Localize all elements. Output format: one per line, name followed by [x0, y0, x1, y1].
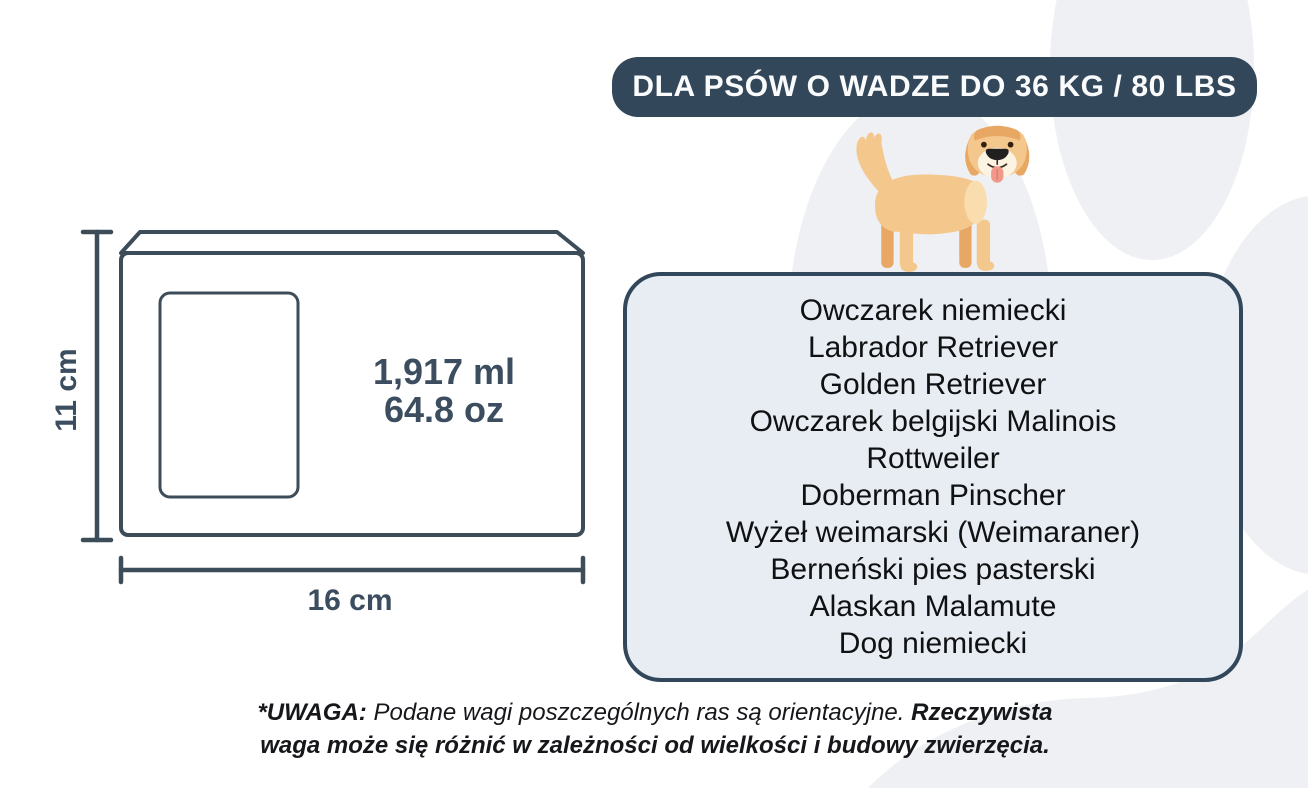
footnote-bold-text: Rzeczywista [911, 699, 1053, 726]
dog-illustration [846, 118, 1052, 274]
height-label: 11 cm [50, 348, 83, 432]
breed-list-item: Doberman Pinscher [800, 479, 1066, 512]
dog-paw [978, 261, 994, 271]
breed-list-item: Labrador Retriever [807, 331, 1059, 364]
breed-list-item: Owczarek belgijski Malinois [749, 405, 1117, 438]
width-dimension-line [121, 558, 583, 582]
footnote-bold-text-line2: waga może się różnić w zależności od wielkości i budowy zwierzęcia. [260, 732, 1050, 759]
breed-list-item: Wyżeł weimarski (Weimaraner) [725, 516, 1141, 549]
breed-list-item: Owczarek niemiecki [799, 294, 1067, 327]
weight-class-banner [612, 57, 1257, 117]
height-dimension-line [83, 232, 111, 540]
dog-eye [981, 142, 987, 148]
breed-list-item: Rottweiler [866, 442, 1000, 475]
dog-leg [900, 222, 913, 269]
box-top-face [121, 232, 583, 253]
dog-leg [977, 220, 990, 268]
breed-list-item: Berneński pies pasterski [770, 553, 1096, 586]
breed-list-box [623, 272, 1243, 682]
width-label: 16 cm [307, 584, 393, 617]
paw-toe-ellipse [1050, 0, 1254, 260]
breed-list-item: Alaskan Malamute [809, 590, 1057, 623]
footnote-regular-text: Podane wagi poszczególnych ras są orientacyjne. [373, 699, 905, 726]
dog-eye [1008, 142, 1014, 148]
box-door-outline [160, 293, 298, 497]
dog-paw [901, 262, 917, 272]
breed-list-item: Dog niemiecki [838, 627, 1028, 660]
dog-chest [964, 181, 987, 224]
volume-oz-label: 64.8 oz [383, 389, 505, 430]
breed-list-item: Golden Retriever [819, 368, 1047, 401]
volume-label [330, 353, 558, 429]
footnote [205, 696, 1105, 762]
volume-ml-label: 1,917 ml [372, 351, 516, 392]
banner-label: DLA PSÓW O WADZE DO 36 KG / 80 LBS [632, 70, 1237, 103]
golden-retriever [856, 126, 1029, 272]
footnote-label: *UWAGA: [257, 699, 367, 726]
